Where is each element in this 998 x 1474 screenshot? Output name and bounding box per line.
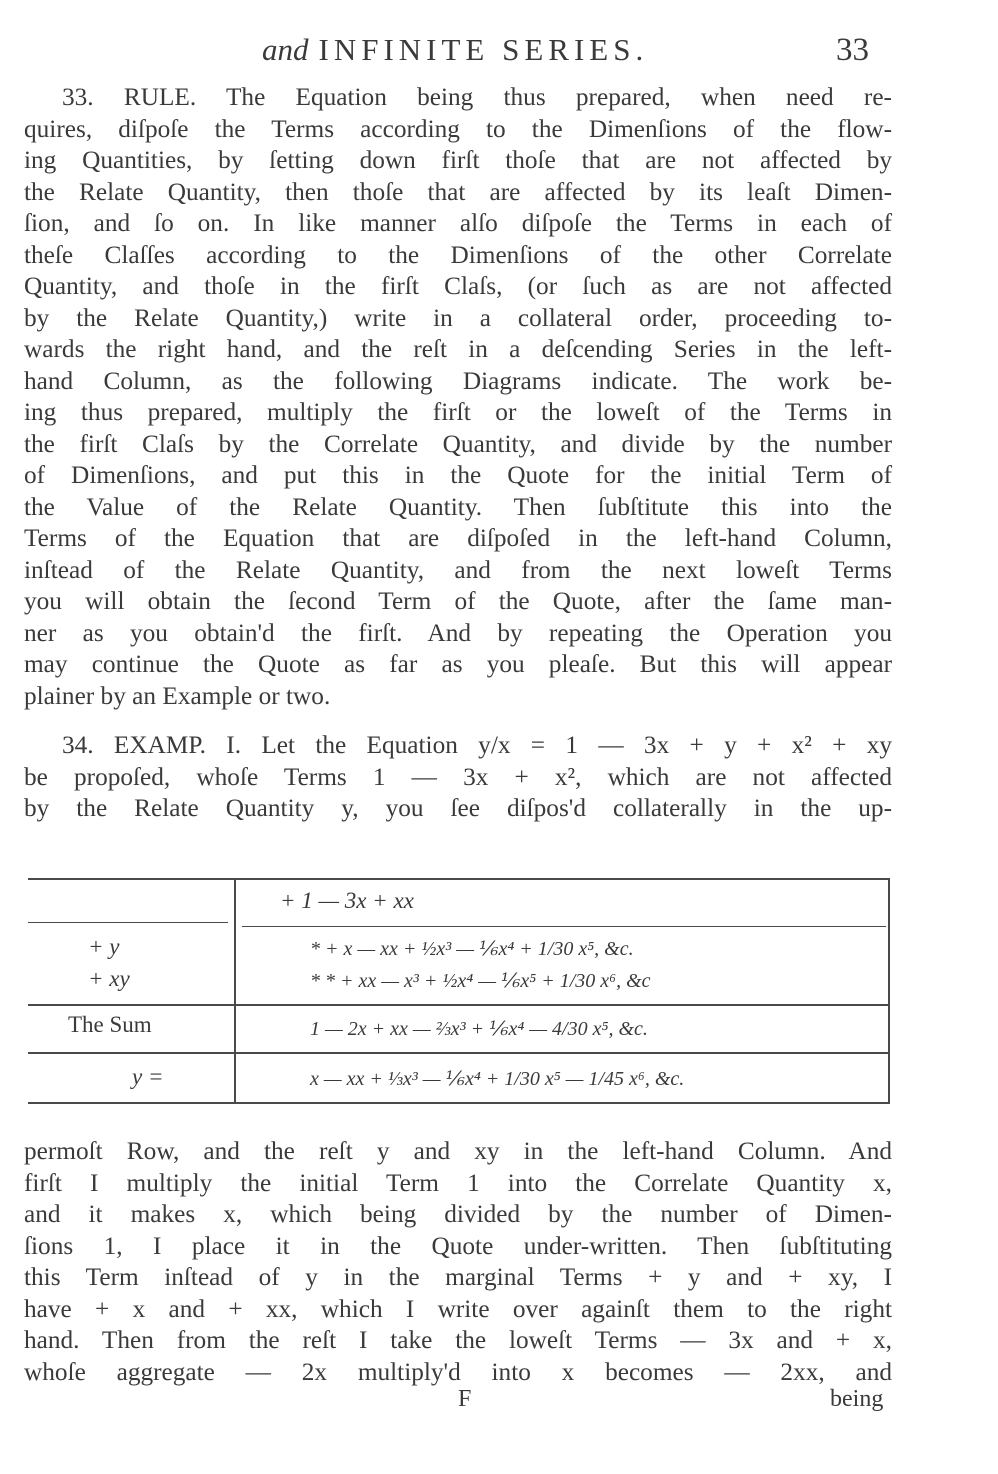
text-line: ing thus prepared, multiply the firſt or the loweſt of the Terms in	[24, 398, 892, 426]
diagram-row-rule	[242, 926, 886, 927]
text-line: the firſt Claſs by the Correlate Quantity, and divide by the number	[24, 429, 892, 458]
text-line: 33. RULE. The Equation being thus prepared, when need re-	[62, 83, 892, 111]
text-line: Quantity, and thoſe in the firſt Claſs, (or ſuch as are not affected	[24, 272, 892, 300]
text-line: ſion, and ſo on. In like manner alſo diſpoſe the Terms in each of	[24, 209, 892, 237]
text-line: ing Quantities, by ſetting down firſt thoſe that are not affected by	[24, 146, 892, 174]
text-line: of Dimenſions, and put this in the Quote for the initial Term of	[24, 461, 892, 489]
text-line: the Value of the Relate Quantity. Then ſubſtitute this into the	[24, 492, 892, 521]
text-line: firſt I multiply the initial Term 1 into the Correlate Quantity x,	[24, 1168, 892, 1197]
running-head-title	[262, 32, 648, 68]
text-line: quires, diſpoſe the Terms according to the Dimenſions of the flow-	[24, 114, 892, 143]
text-line: be propoſed, whoſe Terms 1 — 3x + x², which are not affected	[24, 762, 892, 791]
text-line: theſe Claſſes according to the Dimenſions of the other Correlate	[24, 240, 892, 269]
diagram-bottom-rule	[28, 1102, 890, 1104]
diagram-right-cell: * + x — xx + ½x³ — ⅙x⁴ + 1/30 x⁵, &c.	[310, 938, 634, 960]
diagram-right-border	[888, 878, 890, 1104]
diagram-left-cell: + y	[88, 934, 120, 959]
diagram-right-cell: 1 — 2x + xx — ⅔x³ + ⅙x⁴ — 4/30 x⁵, &c.	[310, 1018, 648, 1040]
signature-mark: F	[458, 1386, 472, 1412]
text-line: ſions 1, I place it in the Quote under-written. Then ſubſtituting	[24, 1231, 892, 1260]
text-line: by the Relate Quantity y, you ſee diſpos'd collaterally in the up-	[24, 794, 892, 822]
text-line: by the Relate Quantity,) write in a collateral order, proceeding to-	[24, 303, 892, 332]
text-line: ner as you obtain'd the firſt. And by repeating the Operation you	[24, 618, 892, 647]
diagram-left-cell: The Sum	[68, 1012, 152, 1037]
diagram-right-cell: * * + xx — x³ + ½x⁴ — ⅙x⁵ + 1/30 x⁶, &c	[310, 970, 651, 992]
text-line: whoſe aggregate — 2x multiply'd into x becomes — 2xx, and	[24, 1357, 892, 1386]
text-line: wards the right hand, and the reſt in a deſcending Series in the left-	[24, 335, 892, 363]
text-line: you will obtain the ſecond Term of the Quote, after the ſame man-	[24, 587, 892, 615]
text-line: hand. Then from the reſt I take the loweſt Terms — 3x and + x,	[24, 1326, 892, 1354]
text-line: 34. EXAMP. I. Let the Equation y/x = 1 — 3x + y + x² + xy	[62, 731, 892, 759]
series-diagram	[28, 870, 890, 1106]
paragraph-rule	[24, 82, 892, 712]
diagram-row-rule	[28, 922, 228, 923]
text-line: Terms of the Equation that are diſpoſed in the left-hand Column,	[24, 524, 892, 552]
text-line: this Term inſtead of y in the marginal Terms + y and + xy, I	[24, 1263, 892, 1291]
diagram-right-cell: + 1 — 3x + xx	[280, 888, 414, 913]
text-line: and it makes x, which being divided by the number of Dimen-	[24, 1200, 892, 1228]
text-line: hand Column, as the following Diagrams indicate. The work be-	[24, 366, 892, 395]
running-head-italic: and	[262, 32, 309, 67]
text-line: plainer by an Example or two.	[24, 681, 331, 710]
page-number: 33	[836, 32, 869, 68]
diagram-left-cell: + xy	[88, 966, 130, 991]
text-line: may continue the Quote as far as you pleaſe. But this will appear	[24, 650, 892, 678]
running-head-caps: INFINITE SERIES.	[318, 32, 649, 67]
text-line: permoſt Row, and the reſt y and xy in the left-hand Column. And	[24, 1137, 892, 1165]
running-header	[0, 28, 998, 72]
catchword: being	[830, 1386, 884, 1412]
paragraph-example	[24, 730, 892, 825]
diagram-right-cell: x — xx + ⅓x³ — ⅙x⁴ + 1/30 x⁵ — 1/45 x⁶, &c.	[310, 1068, 685, 1090]
paragraph-continuation	[24, 1136, 892, 1388]
text-line: the Relate Quantity, then thoſe that are affected by its leaſt Dimen-	[24, 177, 892, 206]
diagram-row-rule	[28, 1004, 890, 1006]
text-line: have + x and + xx, which I write over againſt them to the right	[24, 1294, 892, 1323]
page-footer	[24, 1386, 892, 1426]
text-line: inſtead of the Relate Quantity, and from the next loweſt Terms	[24, 555, 892, 584]
diagram-row-rule	[28, 1052, 890, 1054]
diagram-top-rule	[28, 878, 890, 880]
diagram-column-divider	[234, 878, 236, 1102]
diagram-left-cell: y =	[132, 1064, 164, 1089]
